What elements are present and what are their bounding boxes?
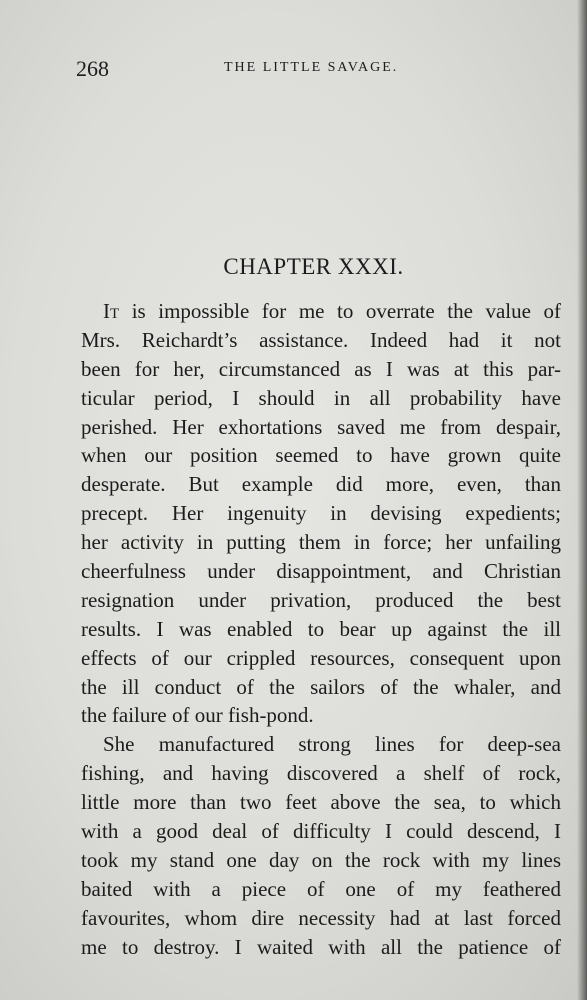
running-title: THE LITTLE SAVAGE. [224, 60, 399, 75]
page-number: 268 [76, 56, 109, 81]
paragraph-2 [81, 730, 561, 961]
text-line: took my stand one day on the rock with my lines [81, 847, 561, 872]
text-line: favourites, whom dire necessity had at last forced [81, 905, 561, 930]
text-line: effects of our crippled resources, consequent upon [81, 645, 561, 670]
text-line: desperate. But example did more, even, than [81, 472, 561, 497]
text-line: when our position seemed to have grown quite [81, 443, 561, 468]
text-line: me to destroy. I waited with all the patience of [81, 934, 561, 959]
text-line: ticular period, I should in all probability have [81, 385, 561, 410]
text-line: the ill conduct of the sailors of the whaler, and [81, 674, 561, 699]
chapter-heading: CHAPTER XXXI. [223, 254, 404, 279]
text-line: results. I was enabled to bear up against the ill [81, 616, 561, 641]
text-line: perished. Her exhortations saved me from despair, [81, 414, 561, 439]
body-text [81, 297, 561, 961]
opening-word: It [103, 299, 120, 323]
text-line: her activity in putting them in force; her unfailing [81, 530, 561, 555]
page-edge-shadow [577, 0, 587, 1000]
text-line: with a good deal of difficulty I could descend, I [81, 819, 561, 844]
text-line: been for her, circumstanced as I was at this par- [81, 356, 561, 381]
text-line: the failure of our fish-pond. [81, 703, 314, 728]
paragraph-1 [81, 297, 561, 730]
text-line: Mrs. Reichardt’s assistance. Indeed had it not [81, 327, 561, 352]
text-line-content: is impossible for me to overrate the value of [119, 299, 561, 323]
text-line: resignation under privation, produced the best [81, 587, 561, 612]
text-line: little more than two feet above the sea, to which [81, 790, 561, 815]
text-line: precept. Her ingenuity in devising expedients; [81, 501, 561, 526]
text-line: cheerfulness under disappointment, and Christian [81, 559, 561, 584]
text-line: baited with a piece of one of my feathered [81, 876, 561, 901]
text-line: fishing, and having discovered a shelf of rock, [81, 761, 561, 786]
text-line [81, 297, 561, 326]
running-header [76, 56, 562, 82]
text-line: She manufactured strong lines for deep-sea [103, 732, 561, 757]
